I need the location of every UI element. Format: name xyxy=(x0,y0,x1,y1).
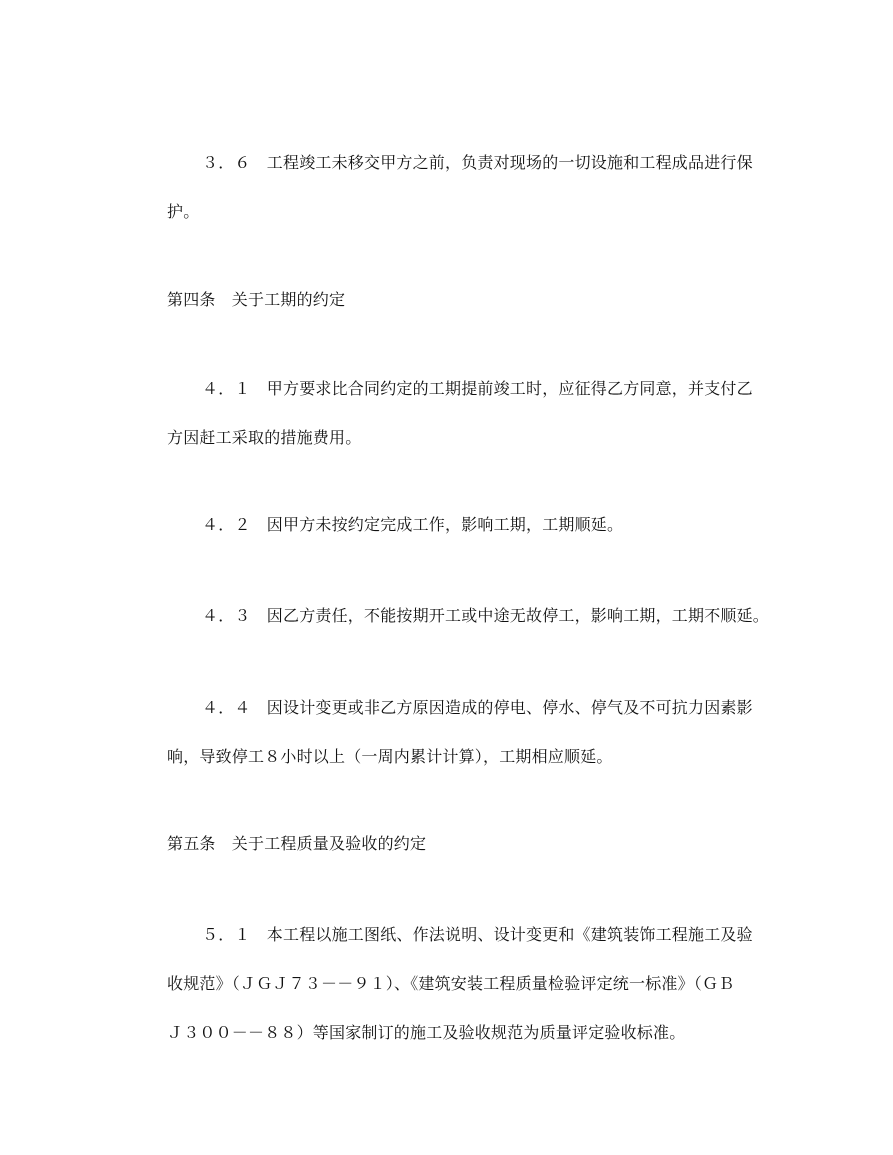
clause-5-1-line-1: ５．１ 本工程以施工图纸、作法说明、设计变更和《建筑装饰工程施工及验 xyxy=(202,925,753,944)
clause-5-1 xyxy=(135,910,765,1057)
clause-4-4-line-2: 响，导致停工８小时以上（一周内累计计算），工期相应顺延。 xyxy=(167,747,613,766)
clause-4-3-line-1: ４．３ 因乙方责任，不能按期开工或中途无故停工，影响工期，工期不顺延。 xyxy=(202,606,770,625)
clause-3-6 xyxy=(135,138,765,236)
clause-3-6-line-2: 护。 xyxy=(167,202,200,221)
clause-5-1-line-3: Ｊ３００－－８８）等国家制订的施工及验收规范为质量评定验收标准。 xyxy=(167,1023,686,1042)
clause-4-4 xyxy=(135,683,765,781)
clause-4-1-line-1: ４．１ 甲方要求比合同约定的工期提前竣工时，应征得乙方同意，并支付乙 xyxy=(202,379,753,398)
clause-4-4-line-1: ４．４ 因设计变更或非乙方原因造成的停电、停水、停气及不可抗力因素影 xyxy=(202,698,753,717)
clause-4-3 xyxy=(135,591,770,640)
clause-4-2-line-1: ４．２ 因甲方未按约定完成工作，影响工期，工期顺延。 xyxy=(202,515,624,534)
clause-5-1-line-2: 收规范》（ＪＧＪ７３－－９１）、《建筑安装工程质量检验评定统一标准》（ＧＢ xyxy=(167,974,735,993)
clause-3-6-line-1: ３．６ 工程竣工未移交甲方之前，负责对现场的一切设施和工程成品进行保 xyxy=(202,153,753,172)
clause-4-1 xyxy=(135,364,765,462)
clause-4-1-line-2: 方因赶工采取的措施费用。 xyxy=(167,428,362,447)
clause-4-2 xyxy=(135,500,765,549)
article-4-heading: 第四条 关于工期的约定 xyxy=(167,290,346,309)
article-5-heading: 第五条 关于工程质量及验收的约定 xyxy=(167,834,427,853)
